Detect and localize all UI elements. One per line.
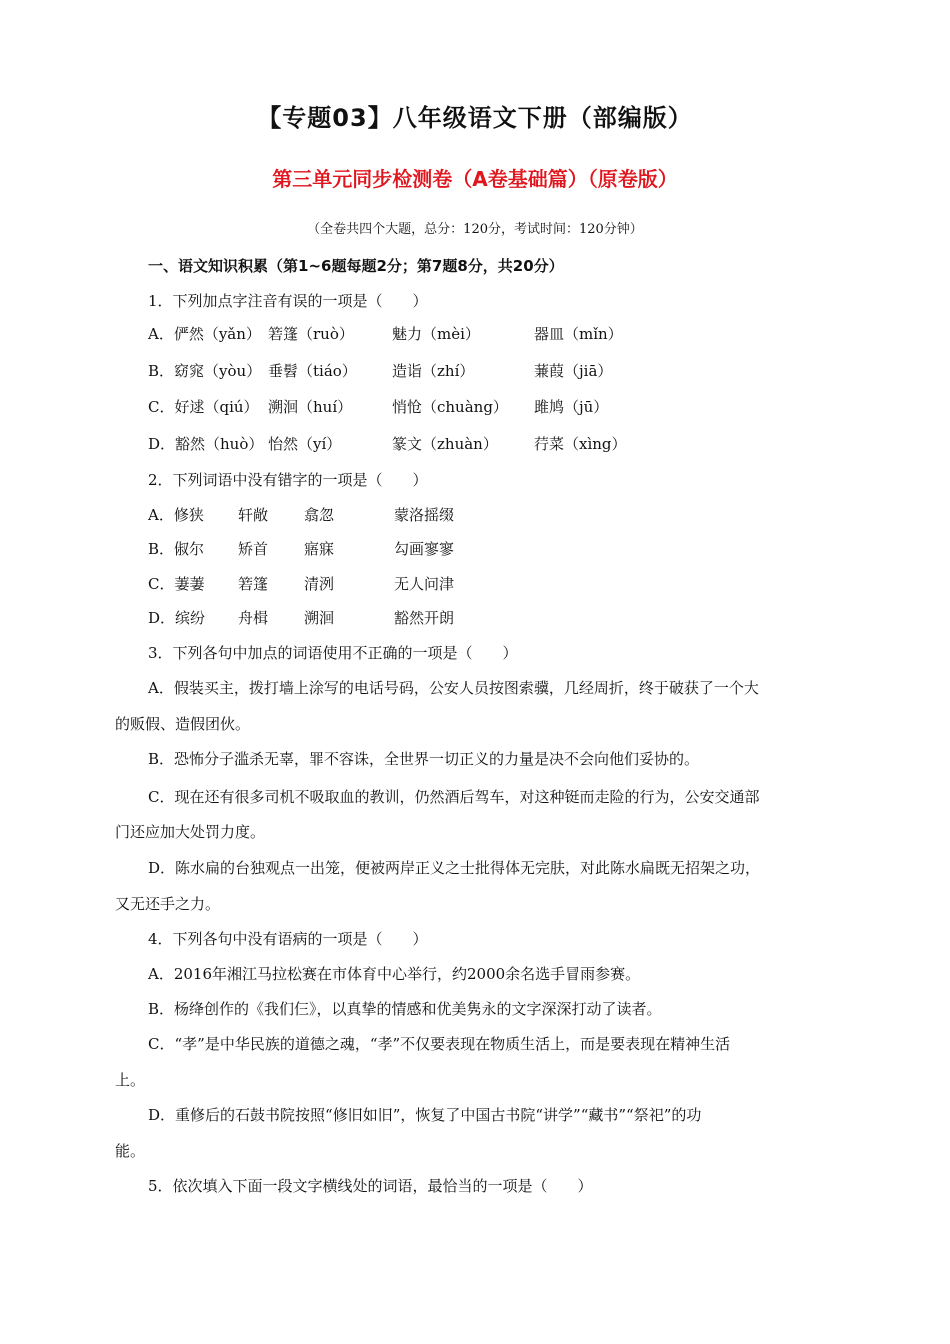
- q2-option-a: [148, 504, 454, 525]
- option-cell: 器皿（mǐn）: [534, 325, 623, 343]
- option-cell: 溯洄: [304, 609, 335, 627]
- exam-info: （全卷共四个大题，总分：120分，考试时间：120分钟）: [307, 222, 643, 237]
- q2-stem: 2．下列词语中没有错字的一项是（ ）: [148, 471, 428, 489]
- q4-stem: 4．下列各句中没有语病的一项是（ ）: [148, 930, 428, 948]
- q2-option-b: [148, 538, 454, 559]
- q4-option-c-cont: 上。: [115, 1071, 146, 1089]
- q1-option-a: [148, 323, 623, 344]
- q2-option-d: [148, 607, 454, 628]
- document-title: 【专题03】八年级语文下册（部编版）: [257, 104, 693, 132]
- q1-stem: 1．下列加点字注音有误的一项是（ ）: [148, 292, 428, 310]
- document-subtitle: 第三单元同步检测卷（A卷基础篇）（原卷版）: [272, 167, 678, 191]
- option-cell: 轩敞: [238, 506, 269, 524]
- option-cell: 荇菜（xìng）: [534, 435, 627, 453]
- q1-option-b: [148, 360, 612, 381]
- option-cell: A．俨然（yǎn）: [148, 325, 261, 343]
- q4-option-a: A．2016年湘江马拉松赛在市体育中心举行，约2000余名选手冒雨参赛。: [148, 965, 641, 983]
- option-cell: 悄怆（chuàng）: [392, 398, 508, 416]
- option-cell: B．俶尔: [148, 540, 205, 558]
- option-cell: 翕忽: [304, 506, 335, 524]
- q3-option-b: B．恐怖分子滥杀无辜，罪不容诛，全世界一切正义的力量是决不会向他们妥协的。: [148, 750, 700, 768]
- option-cell: 魅力（mèi）: [392, 325, 480, 343]
- q3-option-c: C．现在还有很多司机不吸取血的教训，仍然酒后驾车，对这种铤而走险的行为，公安交通部: [148, 788, 760, 806]
- option-cell: 雎鸠（jū）: [534, 398, 609, 416]
- option-cell: 寤寐: [304, 540, 335, 558]
- option-cell: 箬篷（ruò）: [268, 325, 354, 343]
- option-cell: 勾画寥寥: [394, 540, 455, 558]
- option-cell: 溯洄（huí）: [268, 398, 353, 416]
- option-cell: 矫首: [238, 540, 269, 558]
- q2-option-c: [148, 573, 454, 594]
- option-cell: 蒙洛摇缀: [394, 506, 455, 524]
- option-cell: 舟楫: [238, 609, 269, 627]
- q3-option-d-cont: 又无还手之力。: [115, 895, 221, 913]
- option-cell: D．缤纷: [148, 609, 206, 627]
- q4-option-d: D．重修后的石鼓书院按照“修旧如旧”，恢复了中国古书院“讲学”“藏书”“祭祀”的功: [148, 1106, 702, 1124]
- section-heading: 一、语文知识积累（第1~6题每题2分；第7题8分，共20分）: [148, 257, 564, 275]
- q3-option-d: D．陈水扁的台独观点一出笼，便被两岸正义之士批得体无完肤，对此陈水扁既无招架之功，: [148, 859, 761, 877]
- option-cell: 垂髫（tiáo）: [268, 362, 357, 380]
- q1-option-c: [148, 396, 608, 417]
- option-cell: 无人问津: [394, 575, 455, 593]
- option-cell: 怡然（yí）: [268, 435, 342, 453]
- option-cell: 蒹葭（jiā）: [534, 362, 613, 380]
- option-cell: B．窈窕（yòu）: [148, 362, 262, 380]
- option-cell: 清洌: [304, 575, 335, 593]
- q3-option-a-cont: 的贩假、造假团伙。: [115, 715, 251, 733]
- q5-stem: 5．依次填入下面一段文字横线处的词语，最恰当的一项是（ ）: [148, 1177, 593, 1195]
- q4-option-b: B．杨绛创作的《我们仨》，以真挚的情感和优美隽永的文字深深打动了读者。: [148, 1000, 662, 1018]
- option-cell: 箬篷: [238, 575, 269, 593]
- option-cell: 造诣（zhí）: [392, 362, 475, 380]
- q3-stem: 3．下列各句中加点的词语使用不正确的一项是（ ）: [148, 644, 518, 662]
- option-cell: 篆文（zhuàn）: [392, 435, 498, 453]
- q1-option-d: [148, 433, 627, 454]
- option-cell: C．萋萋: [148, 575, 205, 593]
- q4-option-d-cont: 能。: [115, 1142, 146, 1160]
- q3-option-c-cont: 门还应加大处罚力度。: [115, 823, 266, 841]
- option-cell: D．豁然（huò）: [148, 435, 264, 453]
- option-cell: A．修狭: [148, 506, 204, 524]
- option-cell: 豁然开朗: [394, 609, 455, 627]
- q4-option-c: C．“孝”是中华民族的道德之魂，“孝”不仅要表现在物质生活上，而是要表现在精神生活: [148, 1035, 731, 1053]
- option-cell: C．好逑（qiú）: [148, 398, 259, 416]
- q3-option-a: A．假装买主，拨打墙上涂写的电话号码，公安人员按图索骥，几经周折，终于破获了一个大: [148, 679, 759, 697]
